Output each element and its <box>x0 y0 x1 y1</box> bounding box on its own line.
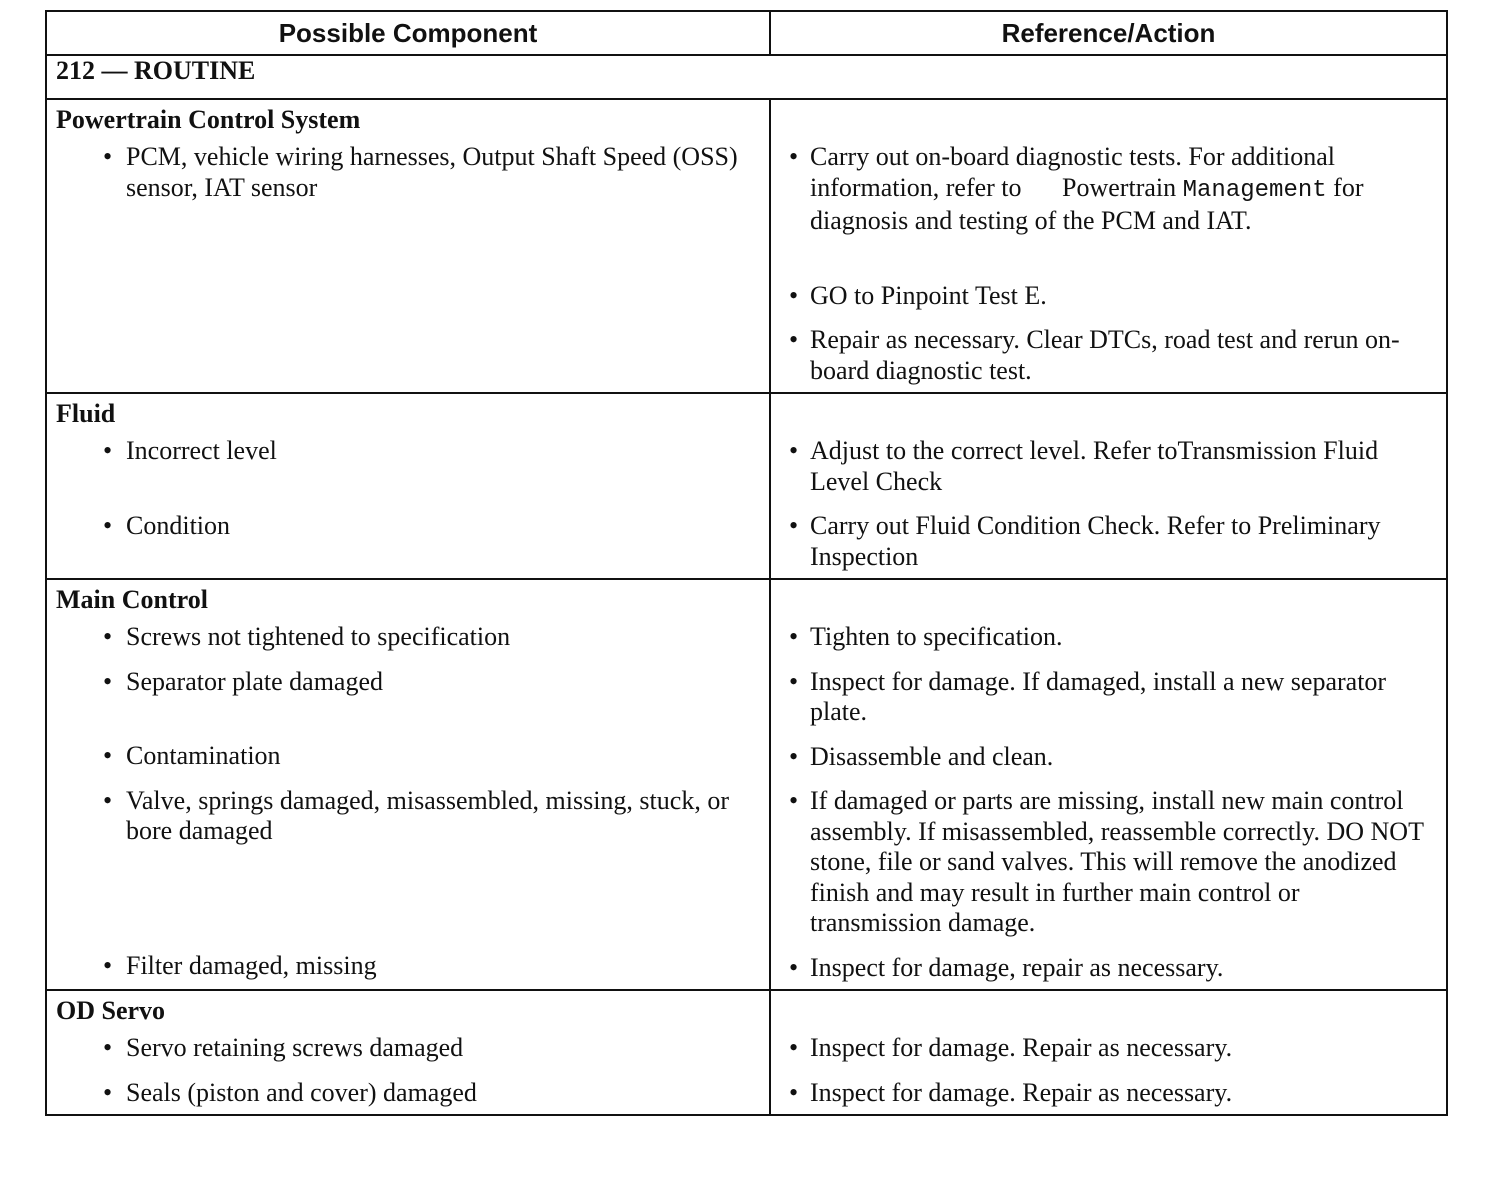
component-text: Condition <box>126 510 231 540</box>
action-text: Tighten to specification. <box>810 622 1063 651</box>
section-powertrain-control-system <box>46 99 1447 393</box>
action-item <box>780 667 1436 728</box>
action-text: GO to Pinpoint Test E. <box>810 280 1047 310</box>
component-text: Incorrect level <box>126 436 277 465</box>
component-text: Separator plate damaged <box>126 666 383 696</box>
bullet-icon: • <box>103 510 113 540</box>
component-text: Filter damaged, missing <box>126 950 377 980</box>
bullet-icon: • <box>103 1033 113 1062</box>
action-text: Carry out on-board diagnostic tests. For additional information, refer to <box>810 142 1335 202</box>
action-item <box>780 281 1436 312</box>
component-item <box>56 1033 759 1064</box>
bullet-icon: • <box>103 622 113 651</box>
reference-action-header: Reference/Action <box>770 11 1447 55</box>
bullet-icon: • <box>789 952 799 982</box>
component-item <box>56 142 759 203</box>
bullet-icon: • <box>789 741 799 771</box>
reference-management: Management <box>1182 176 1327 204</box>
component-cell <box>46 393 770 579</box>
possible-component-header: Possible Component <box>46 11 770 55</box>
action-text: Repair as necessary. Clear DTCs, road test and rerun on-board diagnostic test. <box>810 325 1400 385</box>
action-text: Adjust to the correct level. Refer toTransmission Fluid Level Check <box>810 436 1379 496</box>
action-cell <box>770 393 1447 579</box>
action-text: Inspect for damage. Repair as necessary. <box>810 1033 1233 1062</box>
action-text-tail: for diagnosis and testing of the PCM and IAT. <box>810 172 1364 235</box>
action-item <box>780 622 1436 653</box>
component-text: Contamination <box>126 741 281 770</box>
component-cell <box>46 579 770 990</box>
component-item <box>56 667 759 698</box>
action-text: Disassemble and clean. <box>810 741 1054 771</box>
component-item <box>56 786 759 847</box>
bullet-icon: • <box>103 785 113 815</box>
action-item <box>780 436 1436 497</box>
component-cell <box>46 99 770 393</box>
action-cell <box>770 99 1447 393</box>
component-text: Seals (piston and cover) damaged <box>126 1077 477 1107</box>
action-text: Inspect for damage. If damaged, install a new separator plate. <box>810 666 1387 726</box>
action-text: If damaged or parts are missing, install new main control assembly. If misassembled, reassemble correctly. DO NOT stone, file or sand valves. This will remove the anodized finish and may result in further main control or transmission damage. <box>810 786 1424 937</box>
section-fluid <box>46 393 1447 579</box>
diagnosis-table <box>45 10 1448 1116</box>
component-item <box>56 622 759 653</box>
action-item <box>780 511 1436 572</box>
action-item <box>780 1078 1436 1109</box>
action-item <box>780 142 1436 237</box>
bullet-icon: • <box>789 1077 799 1107</box>
bullet-icon: • <box>103 666 113 696</box>
action-item <box>780 742 1436 773</box>
section-od-servo <box>46 990 1447 1115</box>
dtc-code: 212 — ROUTINE <box>46 55 1447 99</box>
section-title: Main Control <box>56 585 208 614</box>
component-item <box>56 436 759 467</box>
bullet-icon: • <box>789 436 799 465</box>
section-title: Fluid <box>56 399 116 428</box>
component-item <box>56 741 759 772</box>
action-cell <box>770 579 1447 990</box>
bullet-icon: • <box>789 786 799 815</box>
bullet-icon: • <box>103 1077 113 1107</box>
dtc-code-row <box>46 55 1447 99</box>
bullet-icon: • <box>103 950 113 980</box>
action-item <box>780 953 1436 984</box>
bullet-icon: • <box>103 436 113 465</box>
section-title: OD Servo <box>56 996 166 1025</box>
action-text: Inspect for damage. Repair as necessary. <box>810 1077 1233 1107</box>
reference-powertrain: Powertrain <box>1062 172 1177 202</box>
component-text: Screws not tightened to specification <box>126 622 511 651</box>
component-text: Servo retaining screws damaged <box>126 1033 464 1062</box>
bullet-icon: • <box>103 741 113 770</box>
header-row <box>46 11 1447 55</box>
section-main-control <box>46 579 1447 990</box>
action-cell <box>770 990 1447 1115</box>
section-title: Powertrain Control System <box>56 105 361 134</box>
bullet-icon: • <box>789 280 799 310</box>
bullet-icon: • <box>789 666 799 696</box>
bullet-icon: • <box>789 622 799 651</box>
bullet-icon: • <box>789 325 799 354</box>
action-item <box>780 786 1436 939</box>
diagnostic-document <box>45 10 1446 1116</box>
action-item <box>780 325 1436 386</box>
action-item <box>780 1033 1436 1064</box>
action-text: Carry out Fluid Condition Check. Refer to Preliminary Inspection <box>810 511 1381 571</box>
component-text: Valve, springs damaged, misassembled, missing, stuck, or bore damaged <box>126 785 729 845</box>
bullet-icon: • <box>103 142 113 171</box>
component-item <box>56 951 759 982</box>
action-text: Inspect for damage, repair as necessary. <box>810 952 1224 982</box>
component-cell <box>46 990 770 1115</box>
component-item <box>56 1078 759 1109</box>
bullet-icon: • <box>789 142 799 171</box>
component-item <box>56 511 759 542</box>
bullet-icon: • <box>789 1033 799 1062</box>
bullet-icon: • <box>789 511 799 540</box>
component-text: PCM, vehicle wiring harnesses, Output Shaft Speed (OSS) sensor, IAT sensor <box>126 142 738 202</box>
